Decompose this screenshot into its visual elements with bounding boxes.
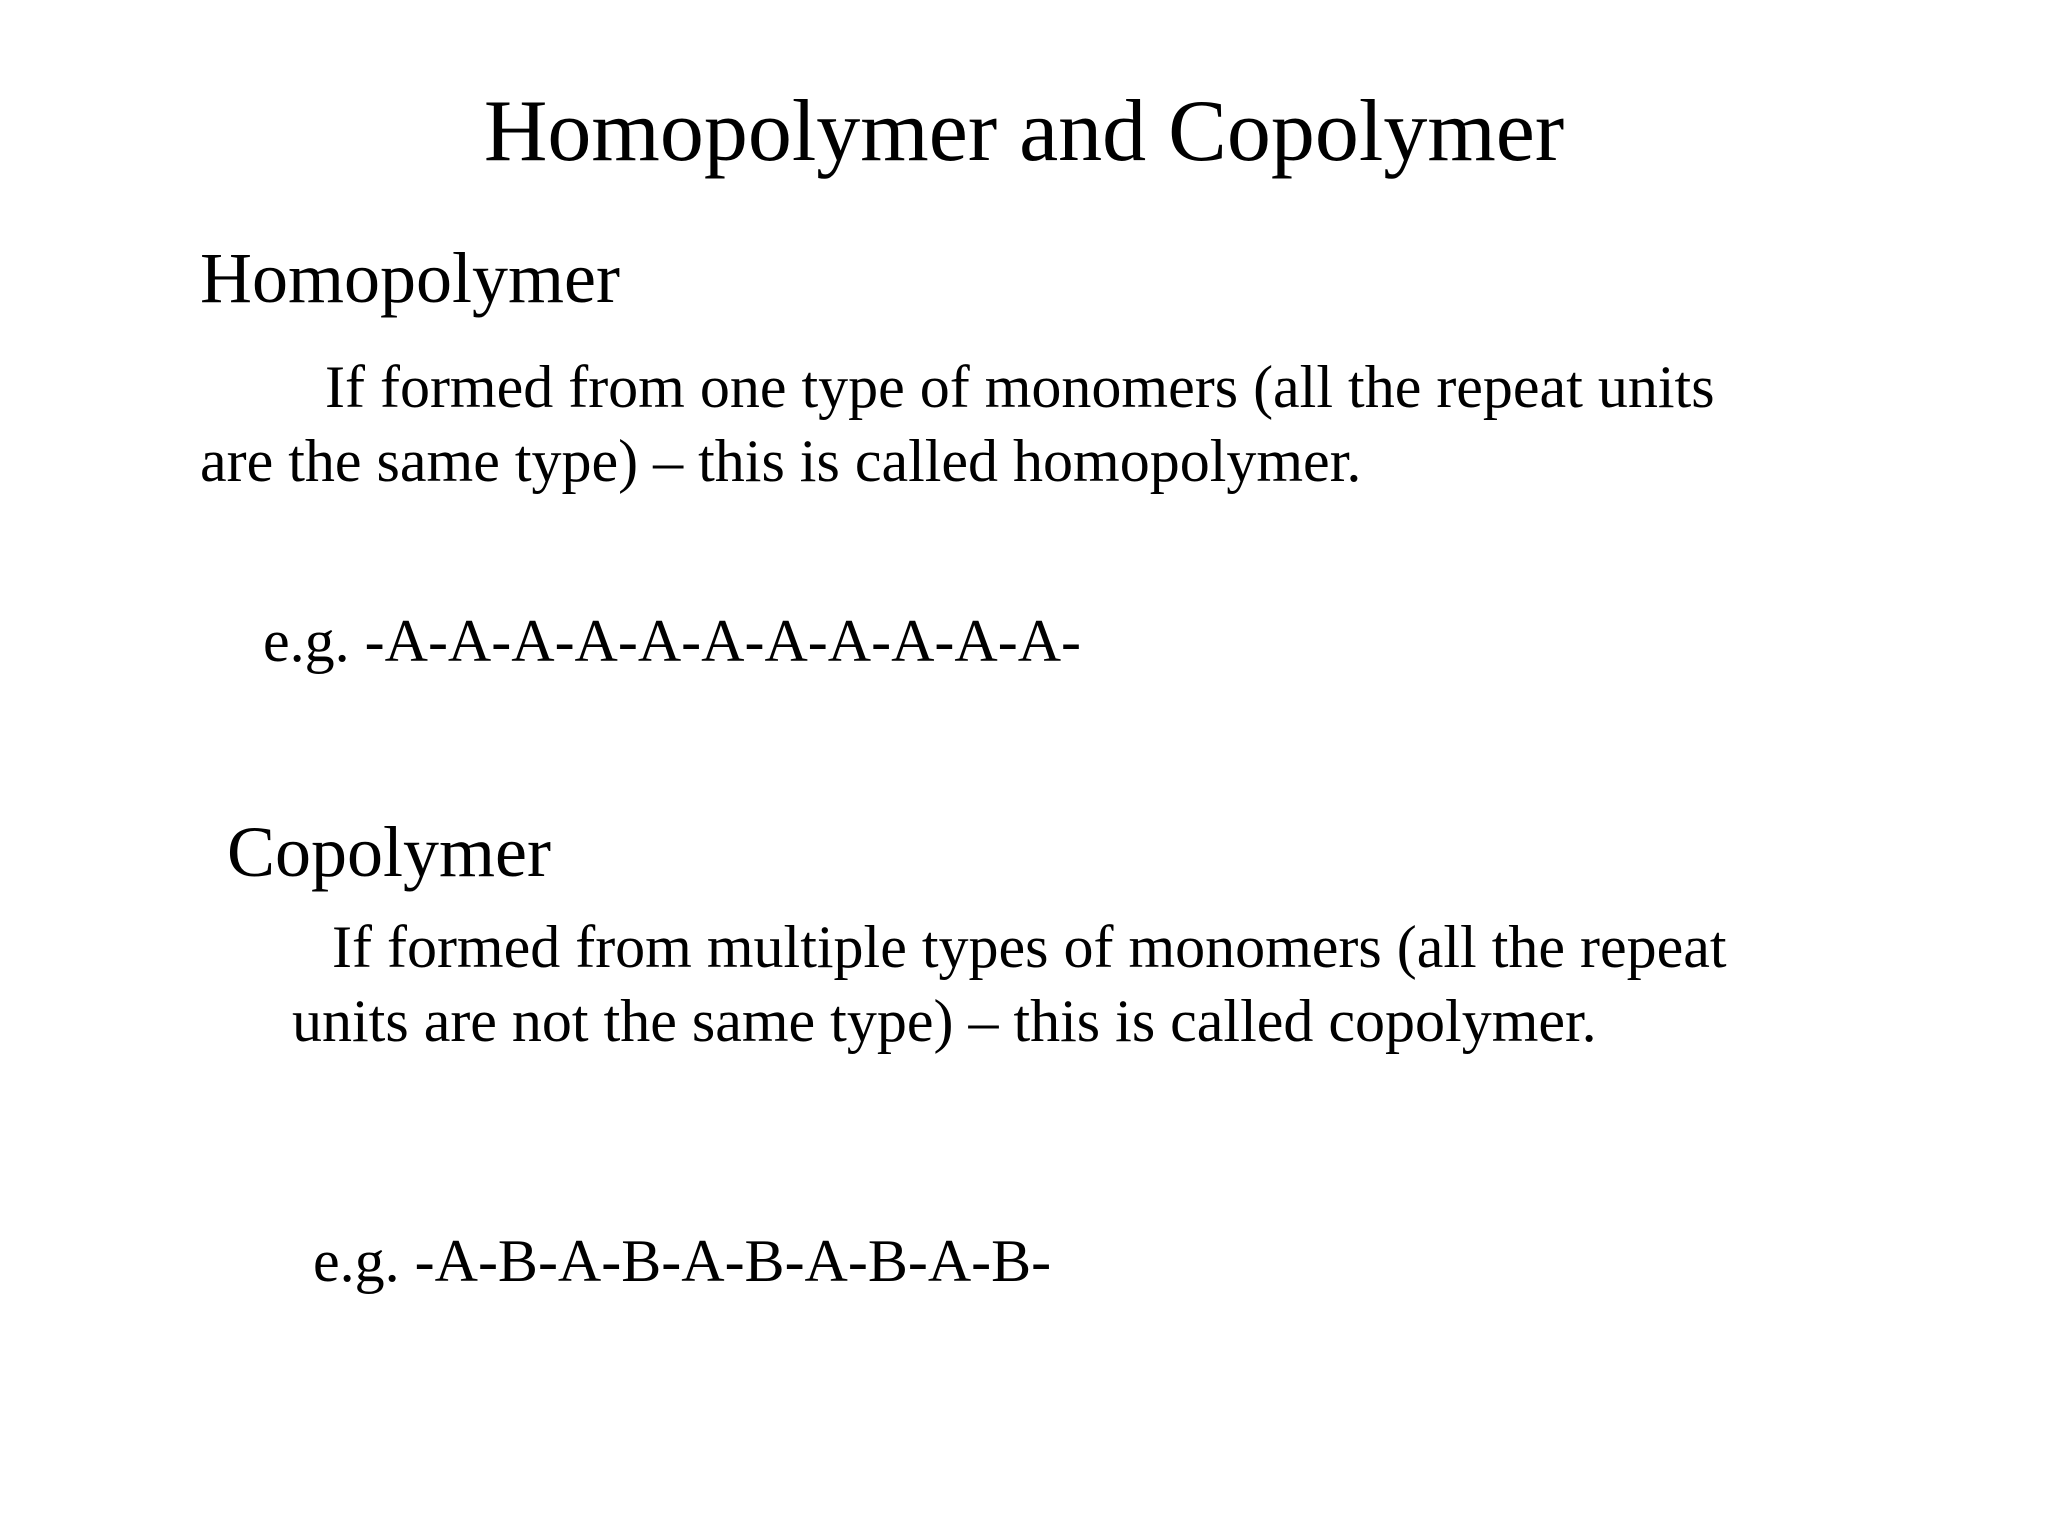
homopolymer-heading: Homopolymer [200, 238, 620, 318]
copolymer-heading: Copolymer [227, 812, 551, 892]
copolymer-description [292, 910, 2012, 1058]
copolymer-description-line-2: units are not the same type) – this is called copolymer. [292, 988, 1597, 1054]
copolymer-example: e.g. -A-B-A-B-A-B-A-B-A-B- [313, 1228, 1052, 1294]
homopolymer-description-line-1: If formed from one type of monomers (all the repeat units [325, 354, 1715, 420]
copolymer-description-line-1: If formed from multiple types of monomers (all the repeat [332, 914, 1727, 980]
homopolymer-example: e.g. -A-A-A-A-A-A-A-A-A-A-A- [263, 608, 1082, 674]
homopolymer-description [200, 350, 2000, 498]
slide-title: Homopolymer and Copolymer [483, 83, 1565, 180]
homopolymer-description-line-2: are the same type) – this is called homopolymer. [200, 428, 1362, 494]
